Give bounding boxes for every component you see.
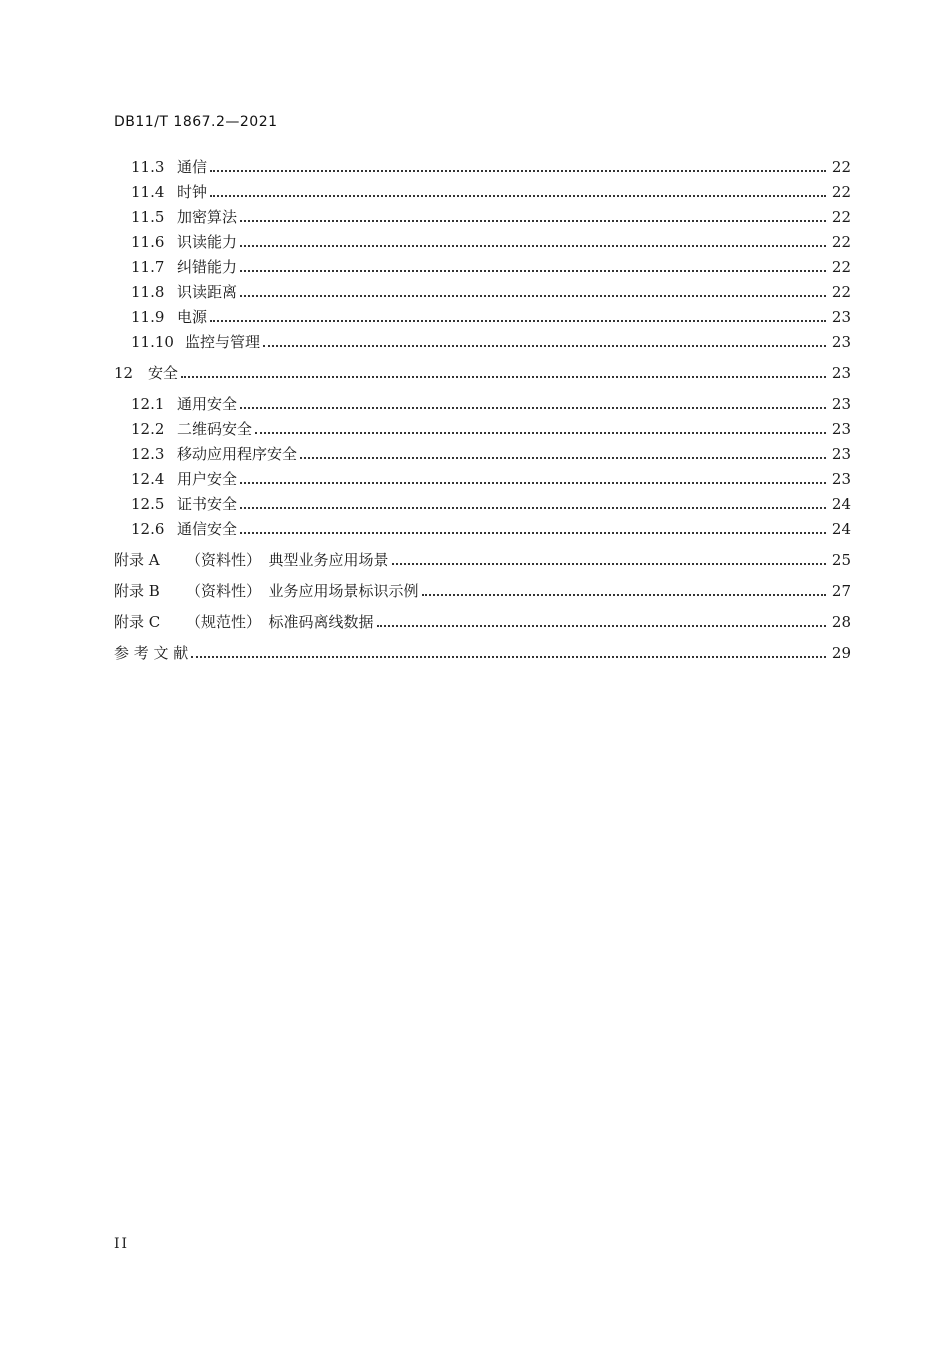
toc-entry-number: 11.5 xyxy=(131,208,165,226)
toc-entry-number: 参 考 文 献 xyxy=(114,644,189,662)
toc-entry-number: 12.1 xyxy=(131,395,165,413)
toc-entry-11-9[interactable] xyxy=(131,304,851,326)
toc-entry-number: 11.8 xyxy=(131,283,165,301)
toc-entry-title: 二维码安全 xyxy=(177,420,253,438)
toc-entry-number: 12.2 xyxy=(131,420,165,438)
toc-entry-page: 23 xyxy=(831,308,851,326)
toc-entry-12-2[interactable] xyxy=(131,416,851,438)
toc-entry-11-3[interactable] xyxy=(131,154,851,176)
toc-entry-title: 移动应用程序安全 xyxy=(177,445,298,463)
toc-entry-title: 识读距离 xyxy=(177,283,238,301)
toc-entry-title: 证书安全 xyxy=(177,495,238,513)
toc-entry-number: 11.9 xyxy=(131,308,165,326)
toc-entry-11-10[interactable] xyxy=(131,329,851,351)
toc-entry-12[interactable] xyxy=(114,360,851,382)
toc-entry-title: 安全 xyxy=(148,364,179,382)
toc-leader-dots xyxy=(255,420,826,438)
toc-entry-number: 12.3 xyxy=(131,445,165,463)
toc-leader-dots xyxy=(240,233,826,251)
toc-entry-page: 22 xyxy=(831,183,851,201)
toc-entry-page: 28 xyxy=(831,613,851,631)
toc-leader-dots xyxy=(181,364,826,382)
toc-entry-page: 23 xyxy=(831,333,851,351)
toc-leader-dots xyxy=(240,470,826,488)
toc-entry-title: 监控与管理 xyxy=(185,333,261,351)
toc-leader-dots xyxy=(240,395,826,413)
toc-entry-number: 11.6 xyxy=(131,233,165,251)
toc-entry-number: 11.3 xyxy=(131,158,165,176)
toc-entry-page: 24 xyxy=(831,520,851,538)
toc-leader-dots xyxy=(240,283,826,301)
toc-entry-number: 11.10 xyxy=(131,333,174,351)
toc-entry-page: 22 xyxy=(831,233,851,251)
toc-entry-page: 23 xyxy=(831,395,851,413)
toc-entry-title: （规范性） 标准码离线数据 xyxy=(186,613,374,631)
toc-entry-number: 附录 C xyxy=(114,613,161,631)
toc-entry-number: 12.6 xyxy=(131,520,165,538)
toc-entry-12-4[interactable] xyxy=(131,466,851,488)
toc-entry-number: 附录 B xyxy=(114,582,160,600)
toc-entry-title: 通信 xyxy=(177,158,208,176)
toc-entry-page: 24 xyxy=(831,495,851,513)
toc-entry-title: 纠错能力 xyxy=(177,258,238,276)
toc-leader-dots xyxy=(300,445,826,463)
toc-entry-page: 29 xyxy=(831,644,851,662)
toc-entry-title: 用户安全 xyxy=(177,470,238,488)
document-code-header: DB11/T 1867.2—2021 xyxy=(114,114,278,130)
toc-entry-title: 时钟 xyxy=(177,183,208,201)
toc-entry-page: 22 xyxy=(831,283,851,301)
toc-entry-page: 22 xyxy=(831,208,851,226)
toc-leader-dots xyxy=(191,644,826,662)
page-number-footer: II xyxy=(114,1236,130,1252)
toc-entry-page: 25 xyxy=(831,551,851,569)
toc-entry-number: 12.4 xyxy=(131,470,165,488)
toc-entry-12-6[interactable] xyxy=(131,516,851,538)
toc-entry-number: 11.4 xyxy=(131,183,165,201)
toc-entry-11-4[interactable] xyxy=(131,179,851,201)
toc-entry-number: 附录 A xyxy=(114,551,160,569)
toc-entry-appendix-b[interactable] xyxy=(114,578,851,600)
toc-entry-page: 27 xyxy=(831,582,851,600)
toc-entry-number: 12 xyxy=(114,364,134,382)
toc-leader-dots xyxy=(263,333,826,351)
toc-leader-dots xyxy=(240,258,826,276)
toc-entry-number: 11.7 xyxy=(131,258,165,276)
toc-leader-dots xyxy=(240,208,826,226)
toc-leader-dots xyxy=(240,495,826,513)
toc-entry-title: 通用安全 xyxy=(177,395,238,413)
toc-entry-11-5[interactable] xyxy=(131,204,851,226)
toc-entry-page: 23 xyxy=(831,364,851,382)
toc-entry-references[interactable] xyxy=(114,640,851,662)
toc-entry-title: （资料性） 典型业务应用场景 xyxy=(186,551,389,569)
toc-entry-title: 加密算法 xyxy=(177,208,238,226)
toc-leader-dots xyxy=(240,520,826,538)
toc-leader-dots xyxy=(210,158,826,176)
toc-leader-dots xyxy=(422,582,826,600)
toc-entry-appendix-a[interactable] xyxy=(114,547,851,569)
toc-leader-dots xyxy=(210,308,826,326)
toc-leader-dots xyxy=(377,613,826,631)
toc-entry-page: 22 xyxy=(831,258,851,276)
toc-entry-page: 22 xyxy=(831,158,851,176)
toc-entry-title: 识读能力 xyxy=(177,233,238,251)
toc-entry-title: 电源 xyxy=(177,308,208,326)
toc-leader-dots xyxy=(210,183,826,201)
toc-entry-title: 通信安全 xyxy=(177,520,238,538)
toc-entry-12-1[interactable] xyxy=(131,391,851,413)
toc-entry-title: （资料性） 业务应用场景标识示例 xyxy=(186,582,419,600)
toc-entry-12-5[interactable] xyxy=(131,491,851,513)
toc-entry-11-8[interactable] xyxy=(131,279,851,301)
toc-leader-dots xyxy=(392,551,826,569)
toc-entry-page: 23 xyxy=(831,470,851,488)
toc-entry-12-3[interactable] xyxy=(131,441,851,463)
toc-entry-number: 12.5 xyxy=(131,495,165,513)
toc-entry-page: 23 xyxy=(831,445,851,463)
toc-entry-11-6[interactable] xyxy=(131,229,851,251)
toc-entry-page: 23 xyxy=(831,420,851,438)
toc-entry-11-7[interactable] xyxy=(131,254,851,276)
toc-entry-appendix-c[interactable] xyxy=(114,609,851,631)
